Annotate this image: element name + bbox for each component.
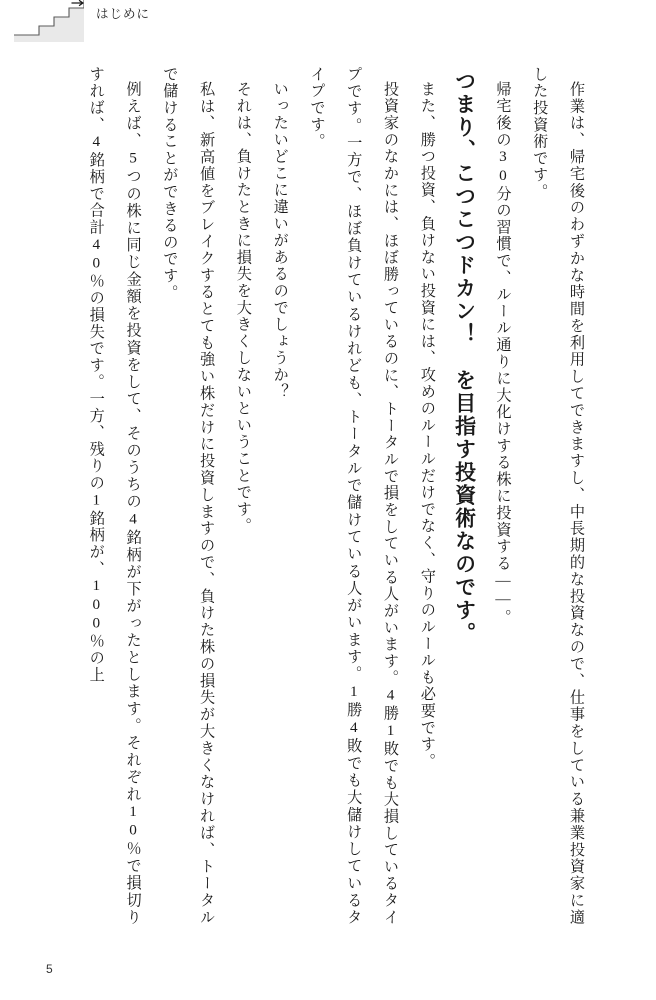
page-header [0,0,656,48]
stair-step-icon [14,0,84,42]
paragraph: 作業は、帰宅後のわずかな時間を利用してできますし、中長期的な投資なので、仕事をしている兼業投資家に適した投資術です。 [531,66,585,926]
paragraph: 帰宅後の30分の習慣で、ルール通りに大化けする株に投資する――。 [494,81,512,626]
page-body [0,66,656,946]
paragraph: いったいどこに違いがあるのでしょうか？ [271,81,289,401]
paragraph: 私は、新高値をブレイクするとても強い株だけに投資しますので、負けた株の損失が大きくなければ、トータルで儲けることができるのです。 [161,66,216,926]
paragraph: それは、負けたときに損失を大きくしないということです。 [234,81,252,535]
paragraph: 例えば、5つの株に同じ金額を投資をして、そのうちの4銘柄が下がったとします。それぞれ10％で損切りすれば、4銘柄で合計40％の損失です。一方、残りの1銘柄が、100％の上 [87,66,142,926]
page-number: 5 [46,962,53,976]
vertical-text-column [77,66,594,926]
paragraph: また、勝つ投資、負けない投資には、攻めのルールだけでなく、守りのルールも必要です。 [418,81,436,770]
section-heading: つまり、こつこつドカン！ を目指す投資術なのです。 [452,70,477,646]
paragraph: 投資家のなかには、ほぼ勝っているのに、トータルで損をしている人がいます。4勝1敗でも大損しているタイプです。一方で、ほぼ負けているけれども、トータルで儲けている人がいます。1勝4敗でも大儲けしているタイプです。 [308,66,400,926]
running-head: はじめに [96,7,151,21]
